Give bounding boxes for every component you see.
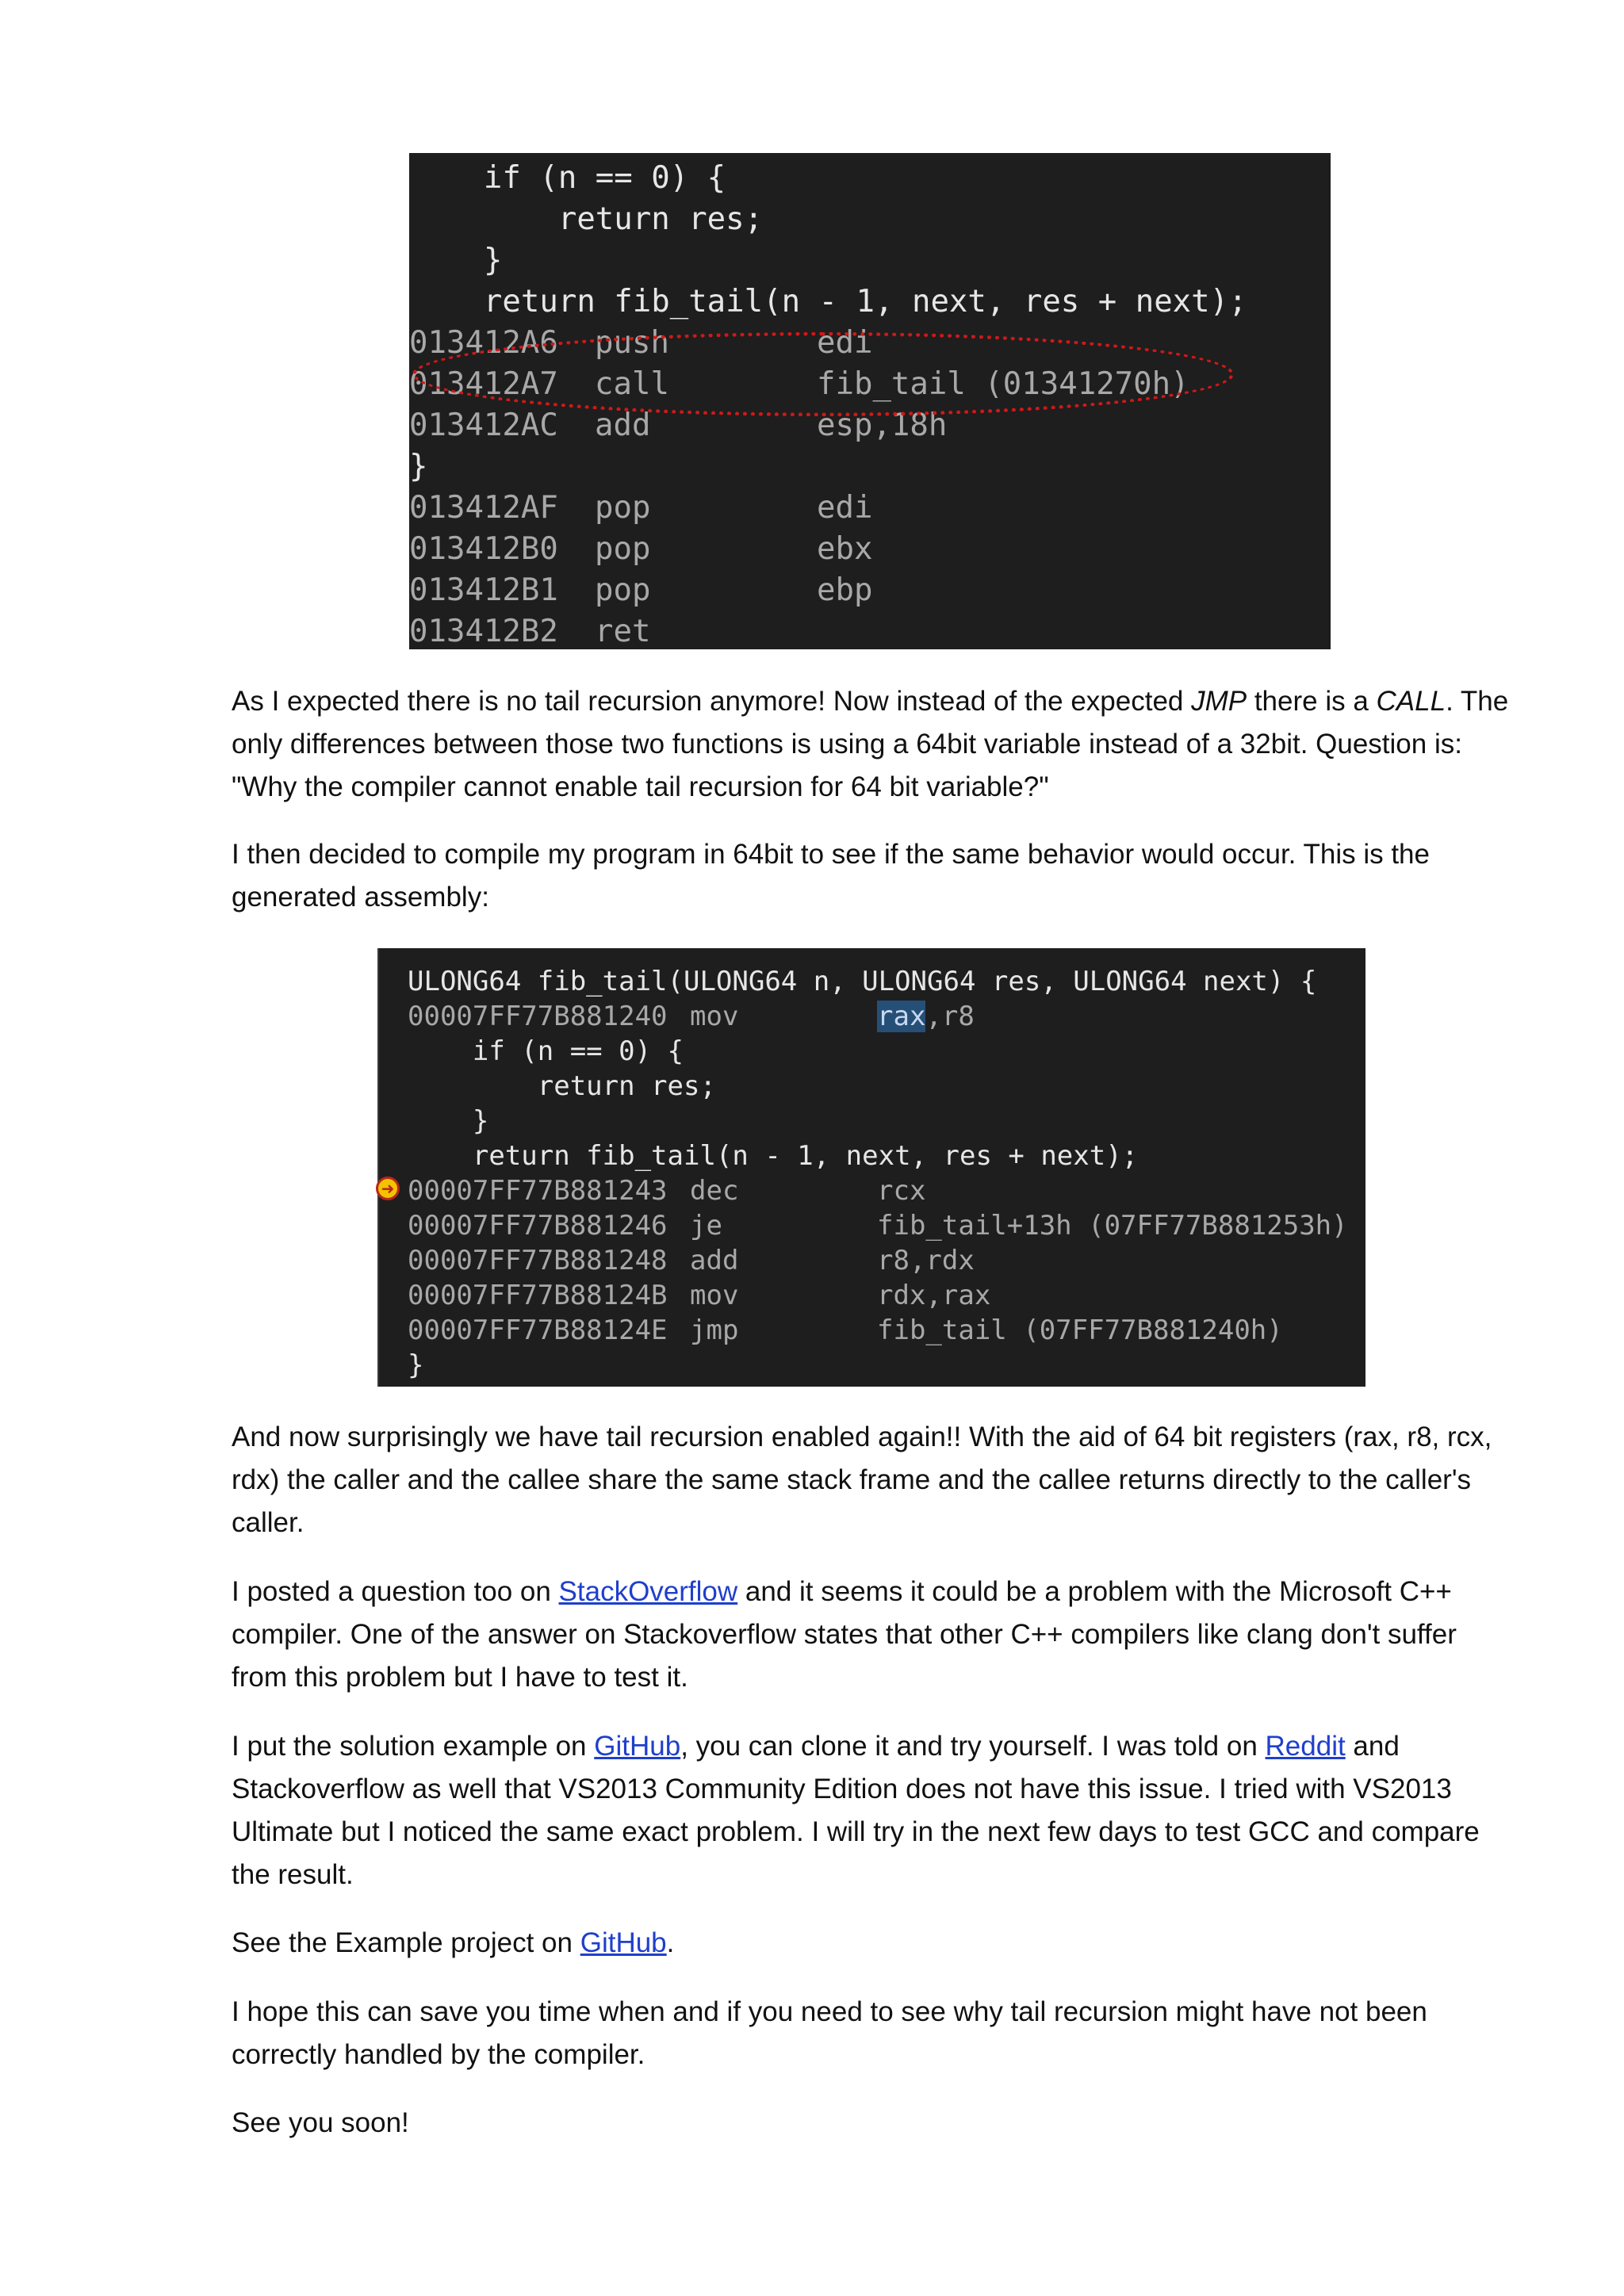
paragraph-github-solution: I put the solution example on GitHub, you can clone it and try yourself. I was told on Reddit and Stackoverflow as well that VS2013 Community Edition does not have this issue. I tried with VS2013 Ultimate but I noticed the same exact problem. I will try in the next few days to test GCC and compare the result. [232,1731,1480,1890]
asm-operand: fib_tail+13h (07FF77B881253h) [877,1210,1348,1242]
asm-operand: r8,rdx [877,1245,975,1276]
asm-mnemonic: add [690,1245,739,1276]
code-screenshot-64bit [377,948,1365,1387]
paragraph-example-project: See the Example project on GitHub. [232,1927,675,1958]
asm-line [408,999,975,1034]
code-line: return fib_tail(n - 1, next, res + next); [409,284,1247,320]
selected-operand: rax [877,1001,926,1032]
asm-mnemonic: mov [690,1001,739,1032]
asm-mnemonic: mov [690,1280,739,1311]
code-line: if (n == 0) { [409,160,726,196]
asm-address: 00007FF77B881243 [408,1175,668,1207]
jmp-term: JMP [1191,686,1247,717]
paragraph-sign-off: See you soon! [232,2107,409,2138]
asm-address: 00007FF77B88124E [408,1314,668,1346]
paragraph-tail-recursion-enabled: And now surprisingly we have tail recursion enabled again!! With the aid of 64 bit registers (rax, r8, rcx, rdx) the caller and the callee share the same stack frame and the callee returns directly to the caller's caller. [232,1422,1492,1538]
asm-line [408,1208,1348,1243]
stackoverflow-link[interactable]: StackOverflow [558,1576,738,1607]
code-line: if (n == 0) { [408,1035,684,1067]
reddit-link[interactable]: Reddit [1265,1731,1346,1762]
asm-line [409,529,872,570]
asm-operand: ebp [817,572,873,608]
asm-operand: fib_tail (01341270h) [817,366,1189,402]
asm-mnemonic: dec [690,1175,739,1207]
code-line: } [409,243,503,278]
asm-mnemonic: push [595,325,669,361]
asm-line [409,488,872,529]
asm-address: 013412A6 [409,325,558,361]
paragraph-compile-64bit: I then decided to compile my program in 64bit to see if the same behavior would occur. This is the generated assembly: [232,839,1430,913]
paragraph-save-time: I hope this can save you time when and if you need to see why tail recursion might have not been correctly handled by the compiler. [232,1996,1427,2070]
code-line: ULONG64 fib_tail(ULONG64 n, ULONG64 res, ULONG64 next) { [408,966,1317,997]
asm-operand: ebx [817,531,873,567]
asm-line [409,570,872,611]
asm-mnemonic: jmp [690,1314,739,1346]
current-instruction-arrow-icon: ➜ [376,1177,400,1200]
paragraph-stackoverflow-question: I posted a question too on StackOverflow and it seems it could be a problem with the Microsoft C++ compiler. One of the answer on Stackoverflow states that other C++ compilers like clang don't suffer from this problem but I have to test it. [232,1576,1457,1693]
asm-mnemonic: ret [595,614,651,649]
asm-address: 00007FF77B881240 [408,1001,668,1032]
asm-mnemonic: pop [595,490,651,526]
asm-operand: edi [817,490,873,526]
call-term: CALL [1376,686,1446,717]
call-highlight-ellipse [412,332,1234,416]
asm-operand: rcx [877,1175,926,1207]
asm-address: 00007FF77B88124B [408,1280,668,1311]
github-example-link[interactable]: GitHub [580,1927,667,1958]
asm-address: 013412B2 [409,614,558,649]
asm-operand: rdx,rax [877,1280,991,1311]
code-line: } [408,1349,424,1381]
asm-line [408,1313,1283,1348]
code-line: return res; [408,1070,716,1102]
github-link[interactable]: GitHub [594,1731,681,1762]
asm-operand: edi [817,325,873,361]
asm-line [408,1243,975,1278]
asm-address: 00007FF77B881246 [408,1210,668,1242]
asm-line [408,1173,925,1208]
asm-mnemonic: je [690,1210,722,1242]
asm-address: 013412A7 [409,366,558,402]
asm-address: 013412AC [409,408,558,443]
asm-address: 013412B1 [409,572,558,608]
code-line: return res; [409,201,764,237]
asm-mnemonic: pop [595,572,651,608]
code-line: } [409,449,428,484]
code-line: return fib_tail(n - 1, next, res + next); [408,1140,1139,1172]
code-line: } [408,1105,489,1137]
asm-mnemonic: add [595,408,651,443]
asm-operand: esp,18h [817,408,948,443]
asm-mnemonic: call [595,366,669,402]
asm-line [408,1278,990,1313]
asm-address: 013412AF [409,490,558,526]
asm-line [409,611,817,649]
paragraph-no-tail-recursion: As I expected there is no tail recursion anymore! Now instead of the expected JMP there is a CALL. The only differences between those two functions is using a 64bit variable instead of a 32bit. Question is: "Why the compiler cannot enable tail recursion for 64 bit variable?" [232,686,1509,802]
asm-operand: ,r8 [925,1001,975,1032]
asm-mnemonic: pop [595,531,651,567]
asm-address: 013412B0 [409,531,558,567]
asm-address: 00007FF77B881248 [408,1245,668,1276]
asm-operand: fib_tail (07FF77B881240h) [877,1314,1283,1346]
